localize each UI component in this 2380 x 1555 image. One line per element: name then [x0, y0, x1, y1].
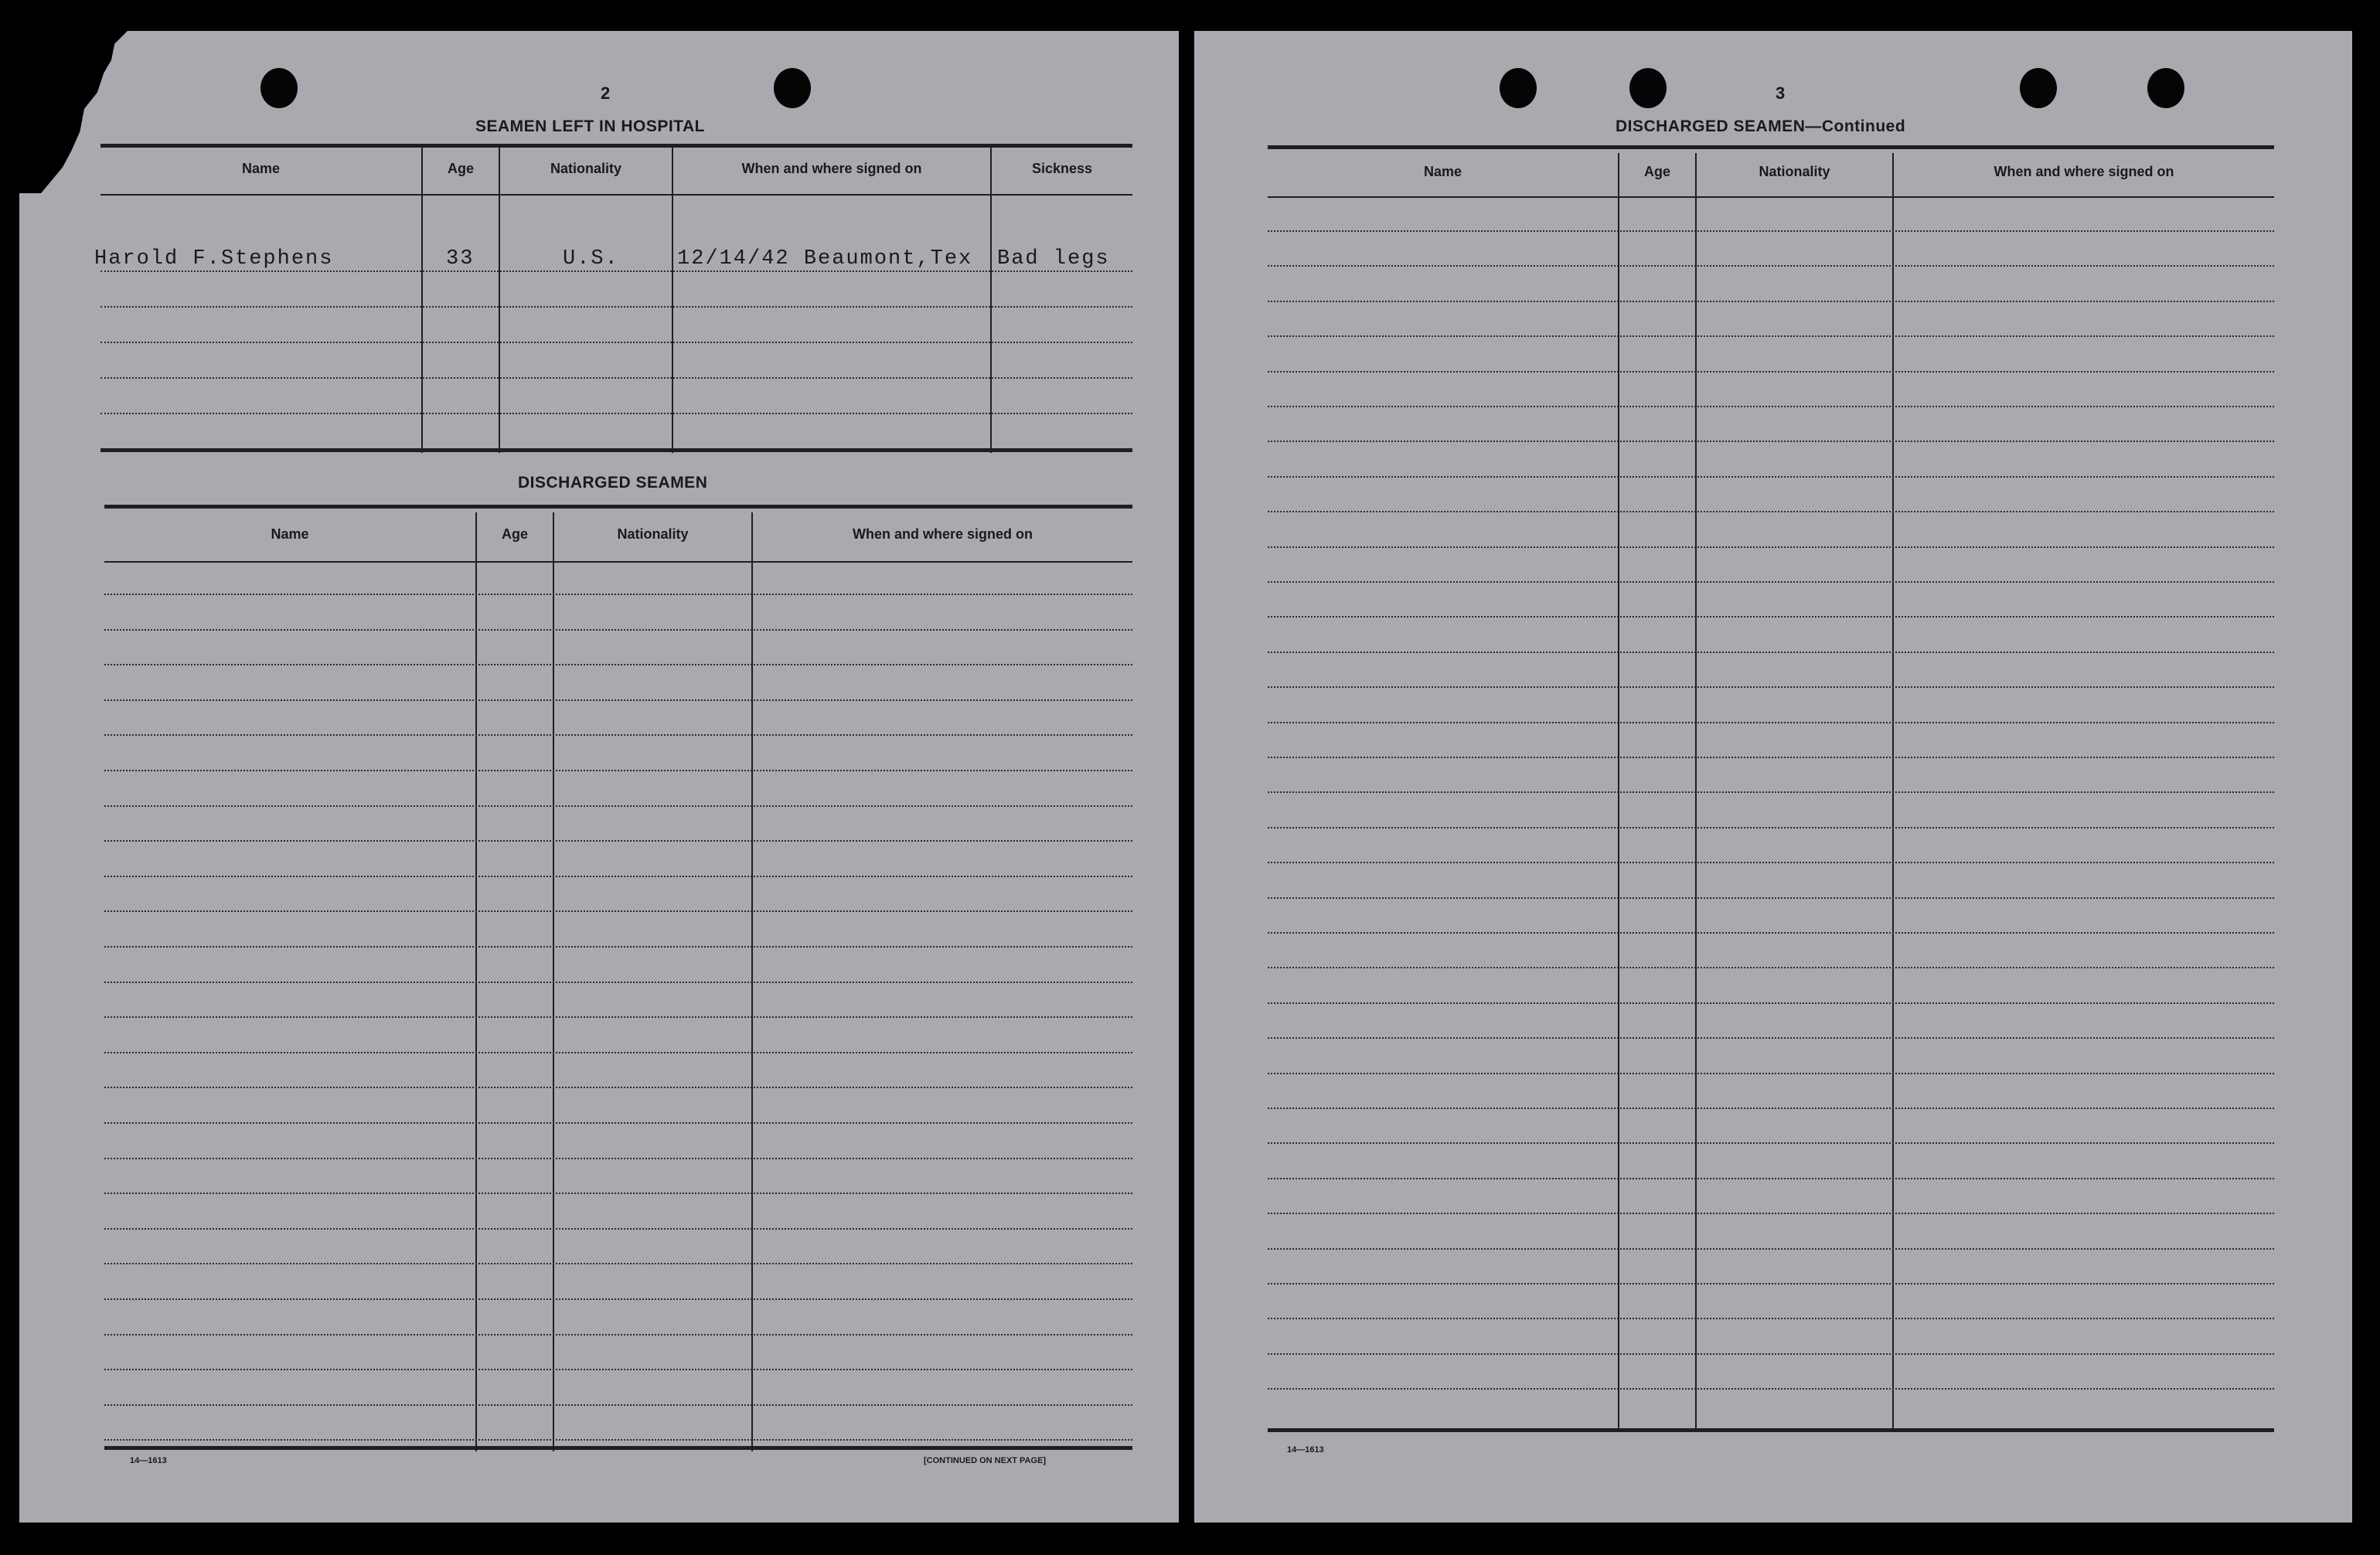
continued-note: [CONTINUED ON NEXT PAGE] — [924, 1456, 1047, 1465]
ruled-line — [1268, 1108, 2274, 1109]
ruled-line — [1268, 791, 2274, 793]
ruled-line — [1268, 757, 2274, 758]
ruled-line — [104, 1228, 1132, 1230]
ruled-line — [1268, 616, 2274, 618]
ruled-line — [104, 1263, 1132, 1264]
ruled-line — [1268, 1283, 2274, 1284]
ruled-line — [1268, 1178, 2274, 1179]
ruled-line — [1268, 335, 2274, 337]
ruled-line — [1268, 1318, 2274, 1319]
ruled-line — [1268, 827, 2274, 829]
column-header-name: Name — [1423, 164, 1462, 179]
ruled-line — [1268, 897, 2274, 899]
ruled-line — [104, 946, 1132, 948]
page-number: 3 — [1776, 83, 1786, 103]
hospital-age-cell: 33 — [446, 247, 475, 271]
punch-hole — [1629, 68, 1667, 108]
discharged-continued-table — [1268, 145, 2274, 1436]
column-header-when-where: When and where signed on — [852, 526, 1033, 542]
ruled-line — [104, 1298, 1132, 1300]
ruled-line — [1268, 1213, 2274, 1214]
punch-hole — [2020, 68, 2057, 108]
ruled-line — [1268, 1037, 2274, 1039]
ruled-line — [104, 1404, 1132, 1406]
ruled-line — [1268, 406, 2274, 407]
ruled-line — [104, 876, 1132, 877]
right-page — [1194, 31, 2352, 1523]
ruled-line — [104, 1122, 1132, 1124]
punch-hole — [260, 68, 298, 108]
ruled-line — [1268, 301, 2274, 302]
form-number: 14—1613 — [1287, 1445, 1324, 1455]
column-header-when-where: When and where signed on — [741, 161, 922, 176]
ruled-line — [1268, 652, 2274, 653]
punch-hole — [1500, 68, 1537, 108]
hospital-nationality-cell: U.S. — [563, 247, 619, 271]
ruled-line — [104, 1193, 1132, 1194]
column-header-name: Name — [271, 526, 309, 542]
column-header-nationality: Nationality — [550, 161, 621, 176]
column-header-name: Name — [241, 161, 281, 176]
ruled-line — [1268, 1073, 2274, 1074]
ruled-line — [1268, 722, 2274, 723]
ruled-line — [104, 629, 1132, 631]
ruled-line — [1268, 862, 2274, 863]
ruled-line — [104, 1439, 1132, 1441]
hospital-sickness-cell: Bad legs — [997, 247, 1110, 271]
ruled-line — [104, 770, 1132, 771]
ruled-line — [104, 1369, 1132, 1370]
ruled-line — [104, 1334, 1132, 1336]
ruled-line — [1268, 371, 2274, 373]
page-number: 2 — [601, 83, 611, 103]
ruled-line — [104, 734, 1132, 736]
column-header-age: Age — [1643, 164, 1670, 179]
ruled-line — [1268, 1002, 2274, 1004]
ruled-line — [104, 1016, 1132, 1018]
ruled-line — [1268, 686, 2274, 688]
ruled-line — [104, 840, 1132, 842]
ruled-line — [1268, 581, 2274, 583]
column-header-nationality: Nationality — [617, 526, 689, 542]
punch-hole — [774, 68, 811, 108]
ruled-line — [1268, 1142, 2274, 1144]
ruled-line — [1268, 932, 2274, 934]
ruled-line — [104, 1158, 1132, 1159]
ruled-line — [104, 1052, 1132, 1053]
discharged-section-title: DISCHARGED SEAMEN — [518, 474, 708, 492]
ruled-line — [1268, 476, 2274, 478]
ruled-line — [1268, 1248, 2274, 1250]
column-header-when-where: When and where signed on — [1994, 164, 2174, 179]
discharged-continued-title: DISCHARGED SEAMEN—Continued — [1616, 117, 1906, 135]
hospital-table — [94, 144, 1132, 458]
ruled-line — [1268, 1353, 2274, 1355]
ruled-line — [1268, 967, 2274, 968]
ruled-line — [104, 594, 1132, 595]
hospital-when-where-cell: 12/14/42 Beaumont,Tex — [677, 247, 973, 271]
left-page — [19, 31, 1179, 1523]
punch-hole — [2147, 68, 2184, 108]
ruled-line — [104, 982, 1132, 983]
column-header-sickness: Sickness — [1031, 161, 1093, 176]
ruled-line — [1268, 546, 2274, 548]
column-header-age: Age — [501, 526, 528, 542]
ruled-line — [104, 1087, 1132, 1088]
ruled-line — [1268, 230, 2274, 232]
ruled-line — [104, 910, 1132, 912]
column-header-age: Age — [447, 161, 474, 176]
ruled-line — [104, 664, 1132, 665]
discharged-table — [104, 505, 1132, 1451]
ruled-line — [104, 805, 1132, 807]
ruled-line — [1268, 265, 2274, 267]
ruled-line — [1268, 511, 2274, 512]
hospital-section-title: SEAMEN LEFT IN HOSPITAL — [475, 117, 705, 135]
ruled-line — [1268, 1388, 2274, 1390]
hospital-name-cell: Harold F.Stephens — [94, 247, 334, 271]
ruled-line — [104, 699, 1132, 701]
column-header-nationality: Nationality — [1759, 164, 1830, 179]
form-number: 14—1613 — [130, 1456, 167, 1465]
ruled-line — [1268, 441, 2274, 442]
